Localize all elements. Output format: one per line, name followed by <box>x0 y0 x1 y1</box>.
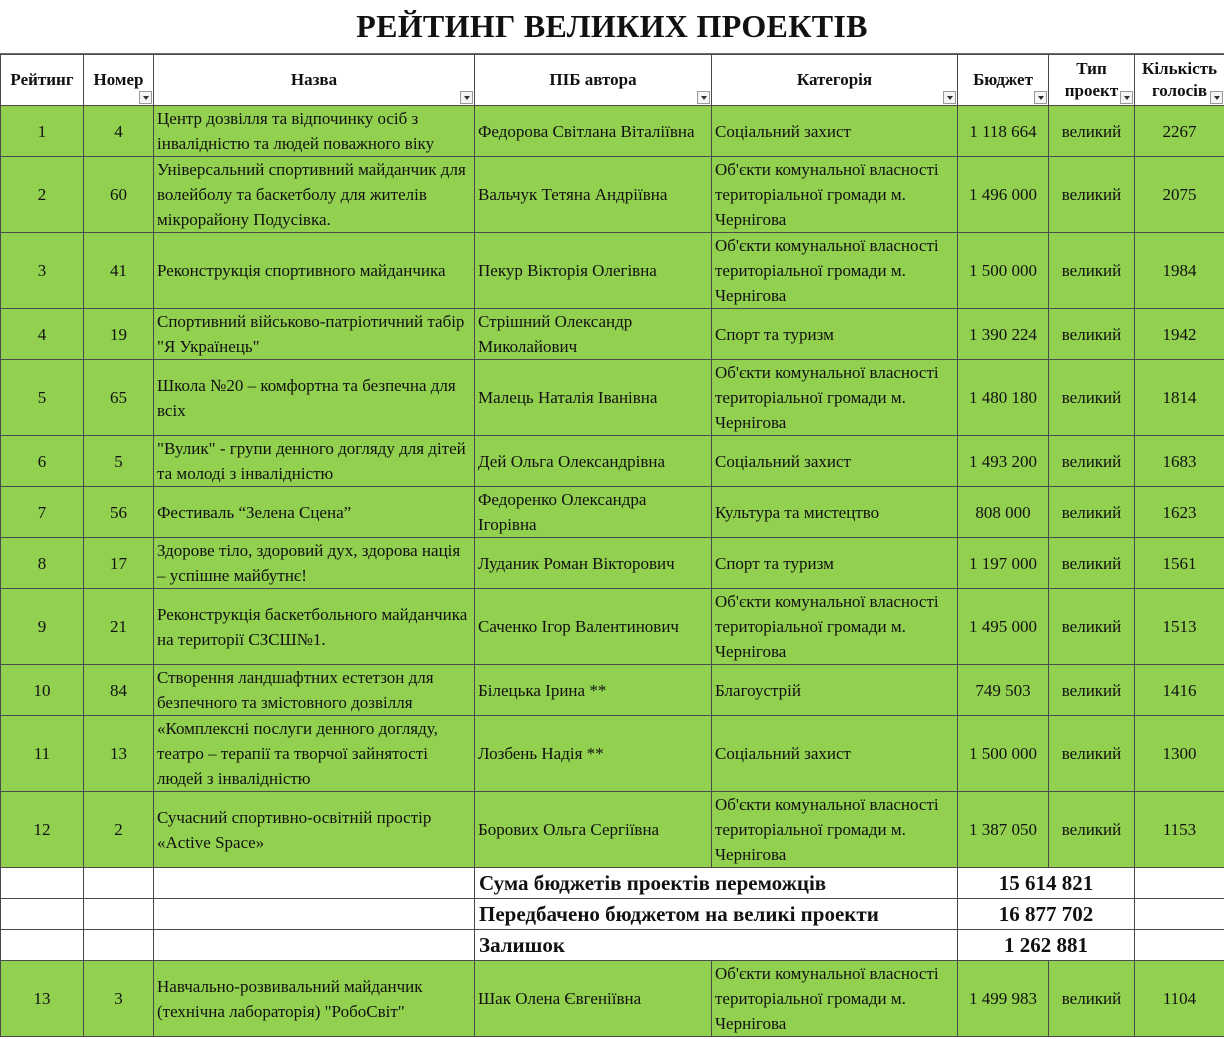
cell-name[interactable]: Реконструкція баскетбольного майданчика на території СЗСШ№1. <box>154 589 475 665</box>
cell-number[interactable]: 41 <box>84 233 154 309</box>
cell-type[interactable]: великий <box>1049 961 1135 1037</box>
header-author: ПІБ автора <box>475 55 712 106</box>
table-row <box>1 106 1224 157</box>
cell-category[interactable]: Спорт та туризм <box>712 309 958 360</box>
winners-budget-value[interactable]: 15 614 821 <box>958 868 1135 899</box>
cell-name[interactable]: "Вулик" - групи денного догляду для дітей та молоді з інвалідністю <box>154 436 475 487</box>
cell-category[interactable]: Спорт та туризм <box>712 538 958 589</box>
filter-dropdown-icon[interactable] <box>943 91 956 104</box>
cell-category[interactable]: Об'єкти комунальної власності територіальної громади м. Чернігова <box>712 589 958 665</box>
cell-name[interactable]: Універсальний спортивний майданчик для волейболу та баскетболу для жителів мікрорайону Подусівка. <box>154 157 475 233</box>
cell-category[interactable]: Соціальний захист <box>712 716 958 792</box>
cell-author[interactable]: Саченко Ігор Валентинович <box>475 589 712 665</box>
cell-type[interactable]: великий <box>1049 538 1135 589</box>
cell-votes[interactable]: 1416 <box>1135 665 1224 716</box>
cell-type[interactable]: великий <box>1049 792 1135 868</box>
cell-rating[interactable]: 10 <box>1 665 84 716</box>
cell-type[interactable]: великий <box>1049 233 1135 309</box>
cell-rating[interactable]: 5 <box>1 360 84 436</box>
cell-budget[interactable]: 1 387 050 <box>958 792 1049 868</box>
remainder-value[interactable]: 1 262 881 <box>958 930 1135 961</box>
empty-cell[interactable] <box>1135 868 1224 899</box>
cell-name[interactable]: «Комплексні послуги денного догляду, театро – терапії та творчої зайнятості людей з інвалідністю <box>154 716 475 792</box>
cell-number[interactable]: 19 <box>84 309 154 360</box>
table-row <box>1 538 1224 589</box>
table-row <box>1 716 1224 792</box>
empty-cell[interactable] <box>154 868 475 899</box>
cell-category[interactable]: Об'єкти комунальної власності територіальної громади м. Чернігова <box>712 360 958 436</box>
filter-dropdown-icon[interactable] <box>697 91 710 104</box>
table-row <box>1 665 1224 716</box>
cell-author[interactable]: Луданик Роман Вікторович <box>475 538 712 589</box>
cell-author[interactable]: Дей Ольга Олександрівна <box>475 436 712 487</box>
cell-rating[interactable]: 6 <box>1 436 84 487</box>
cell-number[interactable]: 21 <box>84 589 154 665</box>
cell-number[interactable]: 2 <box>84 792 154 868</box>
cell-votes[interactable]: 1984 <box>1135 233 1224 309</box>
cell-type[interactable]: великий <box>1049 487 1135 538</box>
cell-votes[interactable]: 1104 <box>1135 961 1224 1037</box>
cell-type[interactable]: великий <box>1049 436 1135 487</box>
cell-budget[interactable]: 1 500 000 <box>958 233 1049 309</box>
cell-rating[interactable]: 4 <box>1 309 84 360</box>
empty-cell[interactable] <box>84 930 154 961</box>
table-row <box>1 360 1224 436</box>
empty-cell[interactable] <box>1 868 84 899</box>
table-row <box>1 309 1224 360</box>
cell-author[interactable]: Пекур Вікторія Олегівна <box>475 233 712 309</box>
cell-number[interactable]: 17 <box>84 538 154 589</box>
cell-name[interactable]: Здорове тіло, здоровий дух, здорова нація – успішне майбутнє! <box>154 538 475 589</box>
winners-budget-label[interactable]: Сума бюджетів проектів переможців <box>475 868 958 899</box>
cell-votes[interactable]: 1623 <box>1135 487 1224 538</box>
cell-rating[interactable]: 8 <box>1 538 84 589</box>
cell-rating[interactable]: 3 <box>1 233 84 309</box>
table-row <box>1 157 1224 233</box>
cell-votes[interactable]: 1683 <box>1135 436 1224 487</box>
page-title: РЕЙТИНГ ВЕЛИКИХ ПРОЕКТІВ <box>0 0 1224 54</box>
cell-category[interactable]: Об'єкти комунальної власності територіальної громади м. Чернігова <box>712 961 958 1037</box>
cell-budget[interactable]: 1 496 000 <box>958 157 1049 233</box>
summary-row-winners <box>1 868 1224 899</box>
cell-votes[interactable]: 1561 <box>1135 538 1224 589</box>
filter-dropdown-icon[interactable] <box>1120 91 1133 104</box>
cell-author[interactable]: Лозбень Надія ** <box>475 716 712 792</box>
cell-category[interactable]: Об'єкти комунальної власності територіальної громади м. Чернігова <box>712 233 958 309</box>
cell-budget[interactable]: 1 197 000 <box>958 538 1049 589</box>
table-row <box>1 233 1224 309</box>
cell-budget[interactable]: 1 499 983 <box>958 961 1049 1037</box>
empty-cell[interactable] <box>154 930 475 961</box>
table-row <box>1 961 1224 1037</box>
cell-name[interactable]: Спортивний військово-патріотичний табір "Я Українець" <box>154 309 475 360</box>
cell-number[interactable]: 13 <box>84 716 154 792</box>
cell-type[interactable]: великий <box>1049 360 1135 436</box>
filter-dropdown-icon[interactable] <box>460 91 473 104</box>
cell-author[interactable]: Стрішний Олександр Миколайович <box>475 309 712 360</box>
cell-name[interactable]: Школа №20 – комфортна та безпечна для всіх <box>154 360 475 436</box>
filter-dropdown-icon[interactable] <box>139 91 152 104</box>
empty-cell[interactable] <box>1 930 84 961</box>
header-budget: Бюджет <box>958 55 1049 106</box>
empty-cell[interactable] <box>1135 899 1224 930</box>
cell-number[interactable]: 84 <box>84 665 154 716</box>
table-row <box>1 487 1224 538</box>
cell-budget[interactable]: 749 503 <box>958 665 1049 716</box>
cell-name[interactable]: Центр дозвілля та відпочинку осіб з інвалідністю та людей поважного віку <box>154 106 475 157</box>
cell-author[interactable]: Білецька Ірина ** <box>475 665 712 716</box>
cell-budget[interactable]: 1 480 180 <box>958 360 1049 436</box>
cell-number[interactable]: 60 <box>84 157 154 233</box>
cell-rating[interactable]: 12 <box>1 792 84 868</box>
cell-budget[interactable]: 1 495 000 <box>958 589 1049 665</box>
header-votes: Кількість голосів <box>1135 55 1224 106</box>
cell-author[interactable]: Малець Наталія Іванівна <box>475 360 712 436</box>
cell-name[interactable]: Створення ландшафтних естетзон для безпечного та змістовного дозвілля <box>154 665 475 716</box>
cell-name[interactable]: Сучасний спортивно-освітній простір «Active Space» <box>154 792 475 868</box>
header-category: Категорія <box>712 55 958 106</box>
cell-votes[interactable]: 1153 <box>1135 792 1224 868</box>
cell-author[interactable]: Федорова Світлана Віталіївна <box>475 106 712 157</box>
cell-category[interactable]: Об'єкти комунальної власності територіальної громади м. Чернігова <box>712 792 958 868</box>
cell-author[interactable]: Шак Олена Євгеніївна <box>475 961 712 1037</box>
empty-cell[interactable] <box>154 899 475 930</box>
cell-category[interactable]: Благоустрій <box>712 665 958 716</box>
cell-author[interactable]: Федоренко Олександра Ігорівна <box>475 487 712 538</box>
cell-category[interactable]: Об'єкти комунальної власності територіальної громади м. Чернігова <box>712 157 958 233</box>
empty-cell[interactable] <box>84 899 154 930</box>
cell-budget[interactable]: 1 493 200 <box>958 436 1049 487</box>
empty-cell[interactable] <box>1 899 84 930</box>
cell-votes[interactable]: 1942 <box>1135 309 1224 360</box>
empty-cell[interactable] <box>1135 930 1224 961</box>
table-row <box>1 436 1224 487</box>
cell-votes[interactable]: 2267 <box>1135 106 1224 157</box>
cell-type[interactable]: великий <box>1049 309 1135 360</box>
cell-name[interactable]: Реконструкція спортивного майданчика <box>154 233 475 309</box>
filter-dropdown-icon[interactable] <box>1210 91 1223 104</box>
header-rating: Рейтинг <box>1 55 84 106</box>
planned-budget-label[interactable]: Передбачено бюджетом на великі проекти <box>475 899 958 930</box>
summary-row-planned <box>1 899 1224 930</box>
cell-category[interactable]: Культура та мистецтво <box>712 487 958 538</box>
cell-budget[interactable]: 808 000 <box>958 487 1049 538</box>
cell-rating[interactable]: 7 <box>1 487 84 538</box>
cell-rating[interactable]: 11 <box>1 716 84 792</box>
cell-type[interactable]: великий <box>1049 157 1135 233</box>
cell-type[interactable]: великий <box>1049 716 1135 792</box>
cell-type[interactable]: великий <box>1049 665 1135 716</box>
cell-number[interactable]: 65 <box>84 360 154 436</box>
filter-dropdown-icon[interactable] <box>1034 91 1047 104</box>
remainder-label[interactable]: Залишок <box>475 930 958 961</box>
planned-budget-value[interactable]: 16 877 702 <box>958 899 1135 930</box>
header-number: Номер <box>84 55 154 106</box>
cell-author[interactable]: Вальчук Тетяна Андріївна <box>475 157 712 233</box>
cell-name[interactable]: Фестиваль “Зелена Сцена” <box>154 487 475 538</box>
ranking-table <box>0 54 1224 1037</box>
header-name: Назва <box>154 55 475 106</box>
table-row <box>1 792 1224 868</box>
cell-author[interactable]: Борових Ольга Сергіївна <box>475 792 712 868</box>
cell-number[interactable]: 56 <box>84 487 154 538</box>
cell-category[interactable]: Соціальний захист <box>712 436 958 487</box>
cell-type[interactable]: великий <box>1049 589 1135 665</box>
cell-rating[interactable]: 9 <box>1 589 84 665</box>
cell-name[interactable]: Навчально-розвивальний майданчик (технічна лабораторія) "РобоСвіт" <box>154 961 475 1037</box>
cell-number[interactable]: 5 <box>84 436 154 487</box>
cell-category[interactable]: Соціальний захист <box>712 106 958 157</box>
cell-budget[interactable]: 1 118 664 <box>958 106 1049 157</box>
cell-votes[interactable]: 1300 <box>1135 716 1224 792</box>
cell-budget[interactable]: 1 500 000 <box>958 716 1049 792</box>
cell-rating[interactable]: 13 <box>1 961 84 1037</box>
header-type: Тип проект <box>1049 55 1135 106</box>
cell-votes[interactable]: 1814 <box>1135 360 1224 436</box>
empty-cell[interactable] <box>84 868 154 899</box>
summary-row-remainder <box>1 930 1224 961</box>
cell-rating[interactable]: 2 <box>1 157 84 233</box>
cell-number[interactable]: 3 <box>84 961 154 1037</box>
cell-votes[interactable]: 1513 <box>1135 589 1224 665</box>
cell-type[interactable]: великий <box>1049 106 1135 157</box>
cell-budget[interactable]: 1 390 224 <box>958 309 1049 360</box>
cell-votes[interactable]: 2075 <box>1135 157 1224 233</box>
table-row <box>1 589 1224 665</box>
cell-rating[interactable]: 1 <box>1 106 84 157</box>
cell-number[interactable]: 4 <box>84 106 154 157</box>
